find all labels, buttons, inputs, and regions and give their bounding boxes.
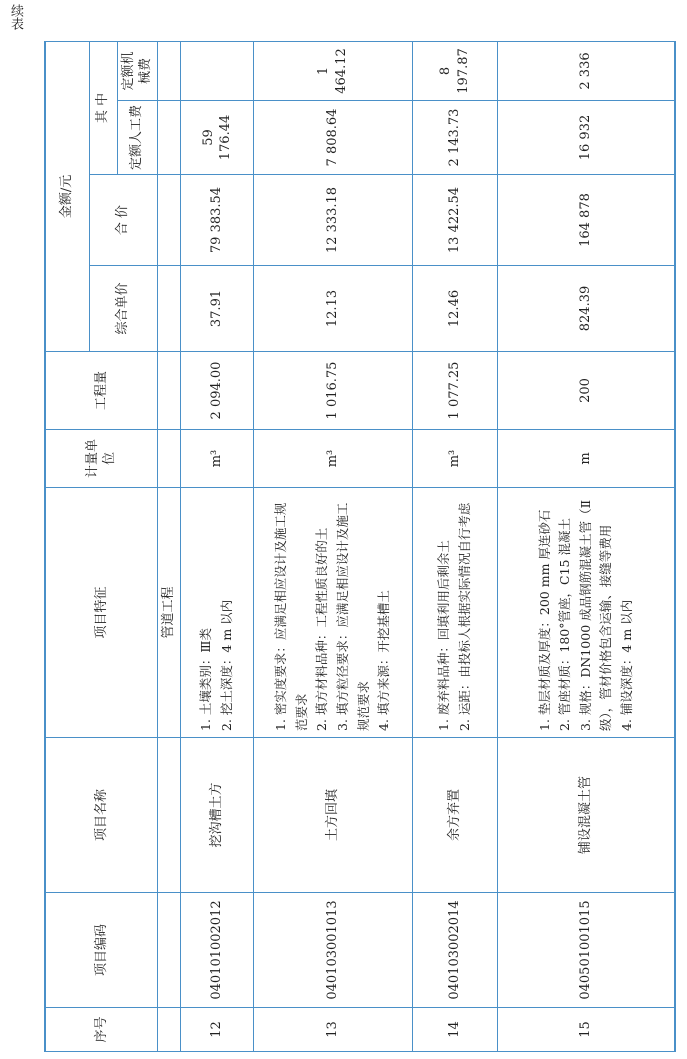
feature-line: 1. 密实度要求：应满足相应设计及施工规范要求 [273, 502, 309, 731]
cell-unit-price: 824.39 [498, 266, 675, 352]
cell-machine: 2 336 [498, 41, 675, 100]
header-of-which: 其 中 [89, 41, 117, 174]
cell-total: 79 383.54 [181, 175, 254, 266]
category-label: 管道工程 [157, 488, 181, 738]
feature-line: 2. 填方材料品种：工程性质良好的土 [314, 527, 330, 731]
cell-labor: 7 808.64 [254, 101, 413, 175]
cell-seq: 13 [254, 1008, 413, 1052]
header-total: 合 价 [89, 175, 157, 266]
continued-label: 续表 [8, 4, 23, 30]
cell-total: 12 333.18 [254, 175, 413, 266]
cell-name: 余方弃置 [412, 738, 498, 893]
category-row [157, 41, 181, 1051]
cell-quantity: 1 016.75 [254, 352, 413, 430]
cell-machine: 1 464.12 [254, 41, 413, 100]
feature-line: 2. 运距：由投标人根据实际情况自行考虑 [456, 502, 472, 731]
feature-line: 2. 管座材质：180°管座，C15 混凝土 [557, 518, 573, 731]
feature-line: 1. 垫层材质及厚度：200 mm 厚连砂石 [536, 509, 552, 731]
cell-machine: 8 197.87 [412, 41, 498, 100]
cell-features [254, 488, 413, 738]
cell-seq: 15 [498, 1008, 675, 1052]
header-unit-price: 综合单价 [89, 266, 157, 352]
cell-name: 挖沟槽土方 [181, 738, 254, 893]
feature-line: 1. 土壤类别：Ⅲ类 [198, 628, 214, 731]
table-row [254, 41, 413, 1051]
feature-line: 2. 挖土深度：4 m 以内 [219, 599, 235, 731]
feature-line: 3. 规格：DN1000 成品钢筋混凝土管（Ⅱ级），管材价格包含运输、接缝等费用 [577, 499, 614, 731]
table-row [412, 41, 498, 1051]
header-labor: 定额人工费 [117, 101, 157, 175]
header-machine: 定额机械费 [117, 41, 157, 100]
cell-total: 13 422.54 [412, 175, 498, 266]
table-row [498, 41, 675, 1051]
cell-labor: 16 932 [498, 101, 675, 175]
header-unit: 计量单位 [45, 430, 157, 488]
cell-seq: 12 [181, 1008, 254, 1052]
header-feature: 项目特征 [45, 488, 157, 738]
cell-unit-price: 12.46 [412, 266, 498, 352]
feature-line: 3. 填方粒径要求：应满足相应设计及施工规范要求 [334, 502, 371, 731]
table-row [181, 41, 254, 1051]
cell-quantity: 2 094.00 [181, 352, 254, 430]
cell-labor: 2 143.73 [412, 101, 498, 175]
cell-unit: m³ [412, 430, 498, 488]
bill-of-quantities-table [44, 41, 676, 1052]
feature-line: 4. 填方来源：开挖基槽土 [376, 590, 392, 731]
cell-features [181, 488, 254, 738]
cell-code: 040101002012 [181, 893, 254, 1008]
header-quantity: 工程量 [45, 352, 157, 430]
cell-code: 040103002014 [412, 893, 498, 1008]
header-seq: 序号 [45, 1008, 157, 1052]
feature-line: 1. 废弃料品种：回填利用后剩余土 [436, 540, 452, 731]
rotated-table-sheet [44, 42, 676, 1052]
cell-seq: 14 [412, 1008, 498, 1052]
cell-name: 土方回填 [254, 738, 413, 893]
cell-features [498, 488, 675, 738]
header-name: 项目名称 [45, 738, 157, 893]
cell-unit-price: 37.91 [181, 266, 254, 352]
cell-code: 040103001013 [254, 893, 413, 1008]
header-code: 项目编码 [45, 893, 157, 1008]
cell-code: 040501001015 [498, 893, 675, 1008]
cell-machine [181, 41, 254, 100]
cell-unit: m³ [181, 430, 254, 488]
cell-total: 164 878 [498, 175, 675, 266]
cell-quantity: 1 077.25 [412, 352, 498, 430]
cell-quantity: 200 [498, 352, 675, 430]
cell-unit: m³ [254, 430, 413, 488]
cell-features [412, 488, 498, 738]
cell-unit: m [498, 430, 675, 488]
feature-line: 4. 铺设深度：4 m 以内 [619, 599, 635, 731]
header-amount: 金额/元 [45, 41, 89, 351]
cell-unit-price: 12.13 [254, 266, 413, 352]
cell-name: 铺设混凝土管 [498, 738, 675, 893]
cell-labor: 59 176.44 [181, 101, 254, 175]
